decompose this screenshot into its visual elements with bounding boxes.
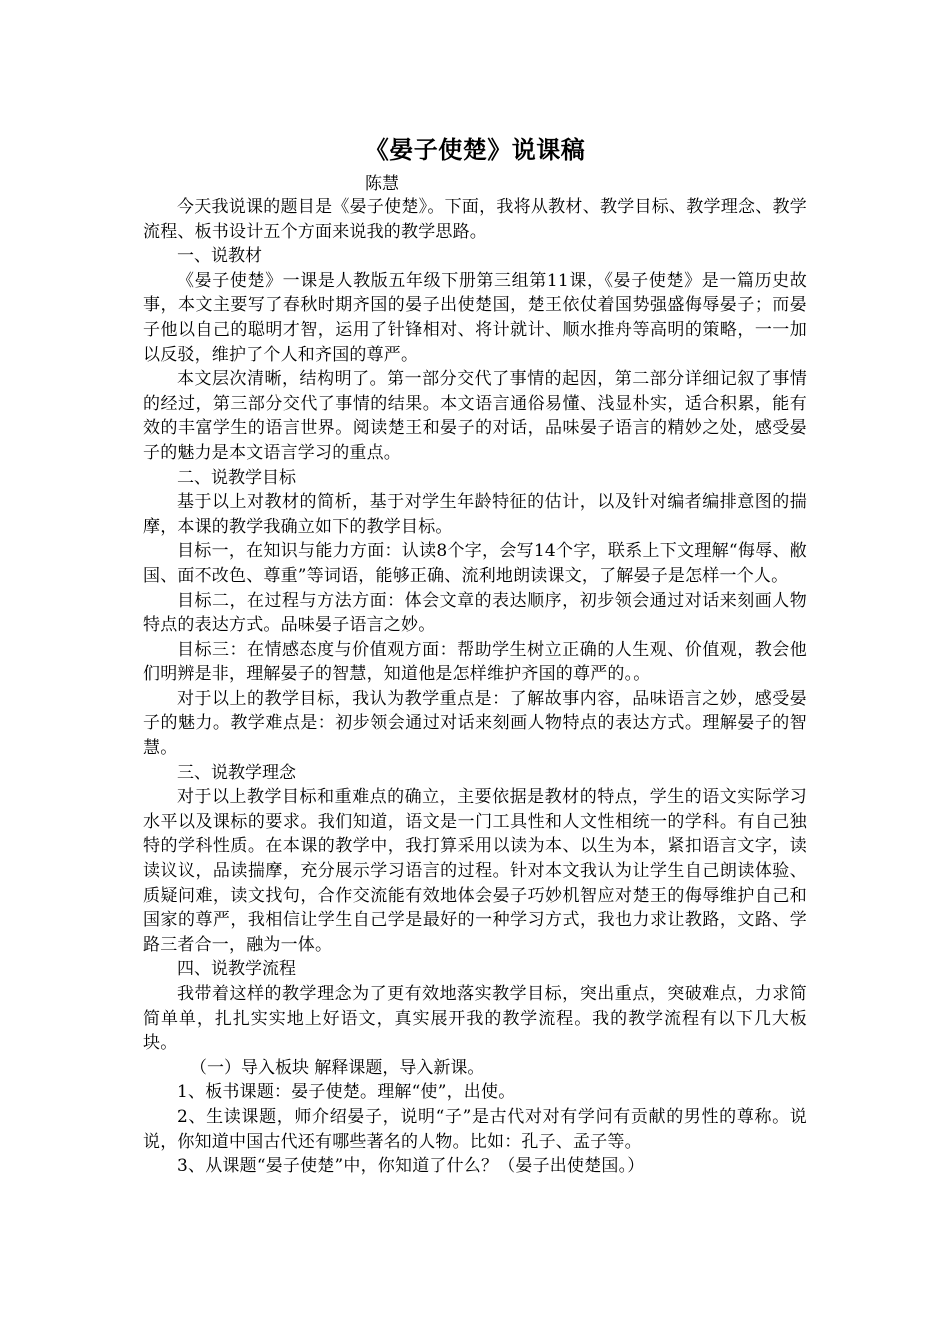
paragraph: 对于以上教学目标和重难点的确立，主要依据是教材的特点，学生的语文实际学习水平以及课标的要求。我们知道，语文是一门工具性和人文性相统一的学科。有自己独特的学科性质。在本课的教学中，我打算采用以读为本、以生为本，紧扣语言文字，读读议议，品读揣摩，充分展示学习语言的过程。针对本文我认为让学生自己朗读体验、质疑问难，读文找句，合作交流能有效地体会晏子巧妙机智应对楚王的侮辱维护自己和国家的尊严，我相信让学生自己学是最好的一种学习方式，我也力求让教路，文路、学路三者合一，融为一体。 [143,787,807,955]
paragraph: 目标二，在过程与方法方面：体会文章的表达顺序，初步领会通过对话来刻画人物特点的表达方式。品味晏子语言之妙。 [143,590,807,636]
section-heading: 一、说教材 [177,246,262,267]
sub-heading: （一）导入板块 解释课题，导入新课。 [190,1057,485,1078]
paragraph: 目标一，在知识与能力方面：认读8个字，会写14个字，联系上下文理解“侮辱、敝国、面不改色、尊重”等词语，能够正确、流利地朗读课文，了解晏子是怎样一个人。 [143,541,807,586]
paragraph: 今天我说课的题目是《晏子使楚》。下面，我将从教材、教学目标、教学理念、教学流程、板书设计五个方面来说我的教学思路。 [143,197,807,242]
paragraph: 1、板书课题：晏子使楚。理解“使”，出使。 [177,1082,516,1103]
section-heading: 二、说教学目标 [177,467,296,488]
paragraph: 基于以上对教材的简析，基于对学生年龄特征的估计，以及针对编者编排意图的揣摩，本课的教学我确立如下的教学目标。 [143,492,807,537]
section-heading: 三、说教学理念 [177,762,296,783]
paragraph: 我带着这样的教学理念为了更有效地落实教学目标，突出重点，突破难点，力求简简单单，扎扎实实地上好语文，真实展开我的教学流程。我的教学流程有以下几大板块。 [143,984,807,1054]
paragraph: 2、生读课题，师介绍晏子，说明“子”是古代对对有学问有贡献的男性的尊称。说说，你知道中国古代还有哪些著名的人物。比如：孔子、孟子等。 [143,1106,807,1152]
paragraph: 目标三：在情感态度与价值观方面：帮助学生树立正确的人生观、价值观，教会他们明辨是非，理解晏子的智慧，知道他是怎样维护齐国的尊严的。。 [143,639,807,685]
paragraph: 《晏子使楚》一课是人教版五年级下册第三组第11课，《晏子使楚》是一篇历史故事，本文主要写了春秋时期齐国的晏子出使楚国，楚王依仗着国势强盛侮辱晏子；而晏子他以自己的聪明才智，运用了针锋相对、将计就计、顺水推舟等高明的策略，一一加以反驳，维护了个人和齐国的尊严。 [143,270,807,365]
section-heading: 四、说教学流程 [177,959,296,980]
paragraph: 3、从课题“晏子使楚”中，你知道了什么？（晏子出使楚国。） [177,1156,645,1177]
paragraph: 对于以上的教学目标，我认为教学重点是：了解故事内容，品味语言之妙，感受晏子的魅力。教学难点是：初步领会通过对话来刻画人物特点的表达方式。理解晏子的智慧。 [143,688,807,759]
document-body [143,133,807,1179]
author-name: 陈慧 [365,174,399,194]
paragraph: 本文层次清晰，结构明了。第一部分交代了事情的起因，第二部分详细记叙了事情的经过，第三部分交代了事情的结果。本文语言通俗易懂、浅显朴实，适合积累，能有效的丰富学生的语言世界。阅读楚王和晏子的对话，品味晏子语言的精妙之处，感受晏子的魅力是本文语言学习的重点。 [143,369,807,463]
document-paragraphs [143,195,807,1179]
document-title: 《晏子使楚》说课稿 [364,136,586,164]
